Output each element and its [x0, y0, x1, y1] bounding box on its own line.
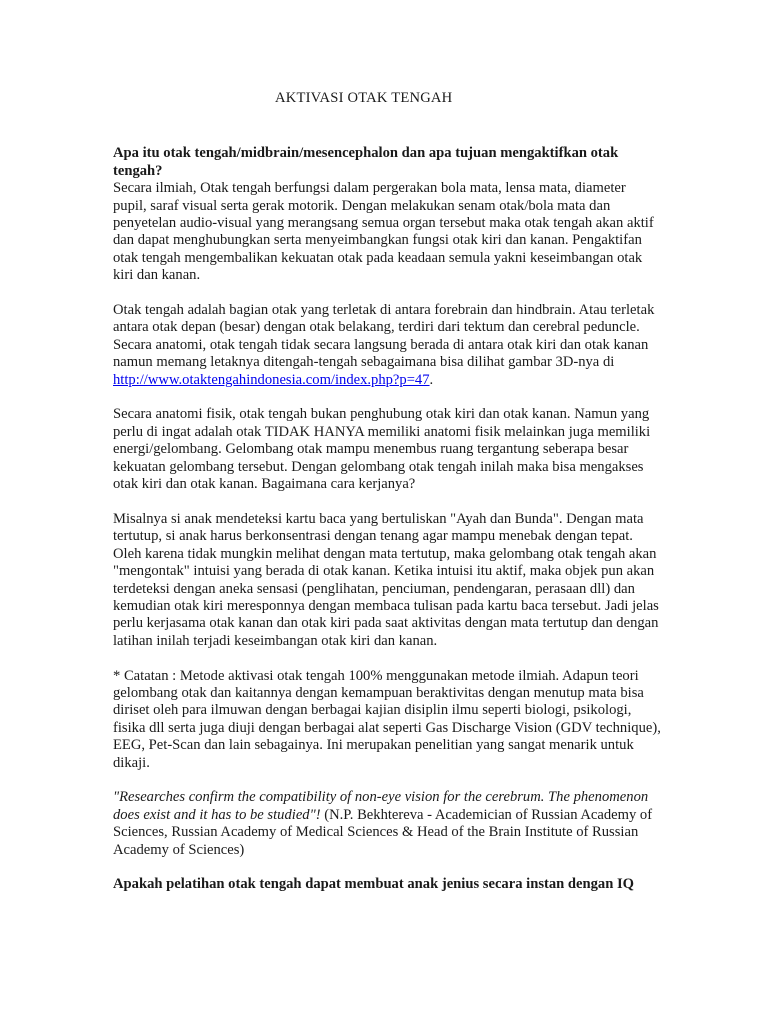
document-title: AKTIVASI OTAK TENGAH: [275, 90, 453, 106]
paragraph-3: Secara anatomi fisik, otak tengah bukan penghubung otak kiri dan otak kanan. Namun yang perlu di ingat adalah otak TIDAK HANYA memiliki anatomi fisik melainkan juga memiliki energi/gelombang. Gelombang otak mampu menembus ruang tergantung seberapa besar kekuatan gelombang tersebut. Dengan gelombang otak tengah inilah maka bisa mengakses otak kiri dan otak kanan. Bagaimana cara kerjanya?: [113, 406, 651, 493]
paragraph-2-end: .: [429, 371, 434, 388]
question-heading-1: Apa itu otak tengah/midbrain/mesencephalon dan apa tujuan mengaktifkan otak tengah?: [113, 145, 619, 179]
question-heading-2: Apakah pelatihan otak tengah dapat membuat anak jenius secara instan dengan IQ: [113, 876, 635, 893]
otak-tengah-link[interactable]: http://www.otaktengahindonesia.com/index.php?p=47: [113, 371, 430, 388]
quote-attribution: (N.P. Bekhtereva - Academician of Russian Academy of Sciences, Russian Academy of Medical Sciences & Head of the Brain Institute of Russian Academy of Sciences): [113, 806, 653, 858]
quote-text: "Researches confirm the compatibility of non-eye vision for the cerebrum. The phenomenon does exist and it has to be studied"!: [113, 789, 649, 823]
paragraph-2-text: Otak tengah adalah bagian otak yang terletak di antara forebrain dan hindbrain. Atau terletak antara otak depan (besar) dengan otak belakang, terdiri dari tektum dan cerebral peduncle. Secara anatomi, otak tengah tidak secara langsung berada di antara otak kiri dan otak kanan namun memang letaknya ditengah-tengah sebagaimana bisa dilihat gambar 3D-nya di: [113, 302, 655, 371]
paragraph-1: Secara ilmiah, Otak tengah berfungsi dalam pergerakan bola mata, lensa mata, diameter pupil, saraf visual serta gerak motorik. Dengan melakukan senam otak/bola mata dan penyetelan audio-visual yang merangsang semua organ tersebut maka otak tengah akan aktif dan dapat menghubungkan serta menyeimbangkan fungsi otak kiri dan kanan. Pengaktifan otak tengah mengembalikan kekuatan otak pada keadaan semula yakni keseimbangan otak kiri dan kanan.: [113, 180, 654, 284]
quote-paragraph: [113, 789, 661, 859]
paragraph-2: [113, 302, 661, 389]
paragraph-5-note: * Catatan : Metode aktivasi otak tengah 100% menggunakan metode ilmiah. Adapun teori gelombang otak dan kaitannya dengan kemampuan beraktivitas dengan menutup mata bisa diriset oleh para ilmuwan dengan berbagai kajian disiplin ilmu seperti biologi, psikologi, fisika dll serta juga diuji dengan berbagai alat seperti Gas Discharge Vision (GDV technique), EEG, Pet-Scan dan lain sebagainya. Ini merupakan penelitian yang sangat menarik untuk dikaji.: [113, 667, 661, 771]
paragraph-4: Misalnya si anak mendeteksi kartu baca yang bertuliskan "Ayah dan Bunda". Dengan mata tertutup, si anak harus berkonsentrasi dengan tenang agar mampu menebak dengan tepat. Oleh karena tidak mungkin melihat dengan mata tertutup, maka gelombang otak tengah akan "mengontak" intuisi yang berada di otak kanan. Ketika intuisi itu aktif, maka objek pun akan terdeteksi dengan aneka sensasi (penglihatan, penciuman, pendengaran, perasaan dll) dan kemudian otak kiri meresponnya dengan membaca tulisan pada kartu baca tersebut. Jadi jelas perlu kerjasama otak kanan dan otak kiri pada saat aktivitas dengan mata tertutup dan dengan latihan inilah terjadi keseimbangan otak kiri dan kanan.: [113, 510, 659, 649]
document-body: [113, 90, 661, 894]
